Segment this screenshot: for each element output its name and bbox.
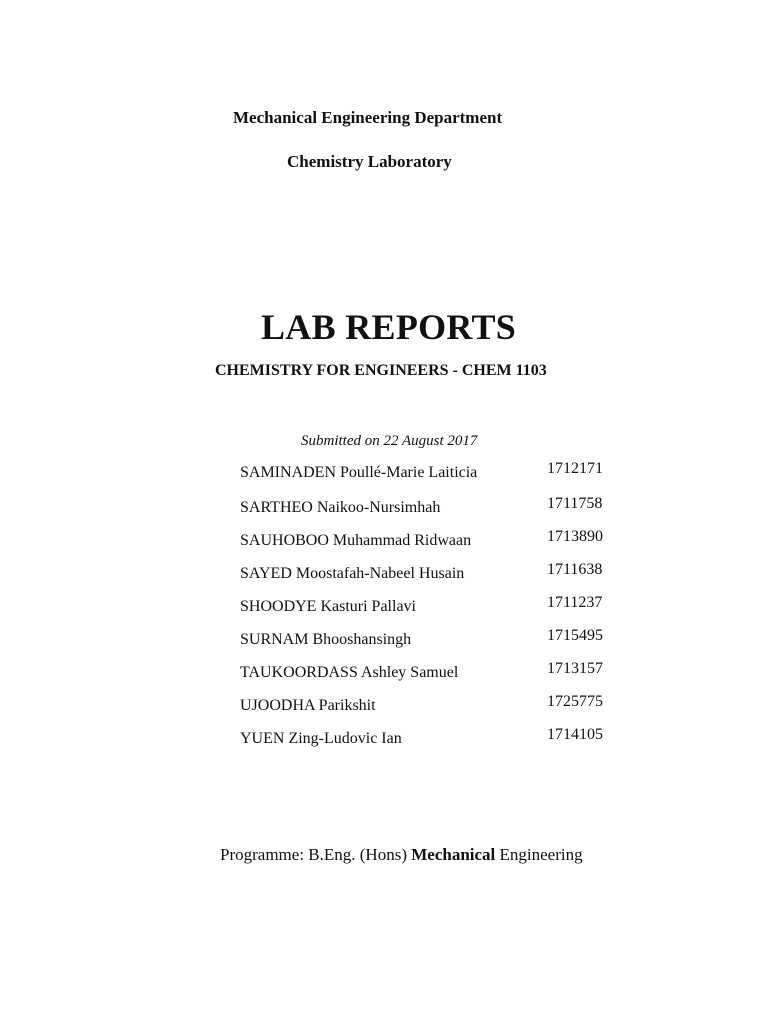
programme-emphasis: Mechanical [411,845,496,864]
student-name: SHOODYE Kasturi Pallavi [240,598,416,615]
course-title: CHEMISTRY FOR ENGINEERS - CHEM 1103 [215,362,547,379]
student-row [240,491,620,524]
student-row [240,656,620,689]
department-heading: Mechanical Engineering Department [233,108,503,127]
student-row [240,623,620,656]
programme-line [220,845,583,865]
programme-suffix: Engineering [495,845,583,864]
student-name: UJOODHA Parikshit [240,697,376,714]
student-row [240,689,620,722]
student-name: YUEN Zing-Ludovic Ian [240,730,402,747]
student-id: 1713890 [547,528,603,545]
student-row [240,590,620,623]
student-name: SAMINADEN Poullé-Marie Laiticia [240,464,478,481]
submission-date: Submitted on 22 August 2017 [301,433,478,449]
student-id: 1712171 [547,460,603,477]
student-id: 1711758 [547,495,603,512]
programme-prefix: Programme: B.Eng. (Hons) [220,845,412,864]
student-row [240,722,620,755]
student-id: 1715495 [547,627,603,644]
student-id: 1713157 [547,660,603,677]
student-id: 1711638 [547,561,603,578]
student-name: SAUHOBOO Muhammad Ridwaan [240,532,472,549]
report-title: LAB REPORTS [261,307,517,347]
student-name: SARTHEO Naikoo-Nursimhah [240,499,441,516]
student-id: 1714105 [547,726,603,743]
student-row [240,456,620,491]
student-row [240,524,620,557]
student-roster [240,456,620,755]
laboratory-heading: Chemistry Laboratory [287,152,452,171]
student-name: TAUKOORDASS Ashley Samuel [240,664,459,681]
student-name: SURNAM Bhooshansingh [240,631,412,648]
student-name: SAYED Moostafah-Nabeel Husain [240,565,465,582]
student-id: 1711237 [547,594,603,611]
student-row [240,557,620,590]
student-id: 1725775 [547,693,603,710]
